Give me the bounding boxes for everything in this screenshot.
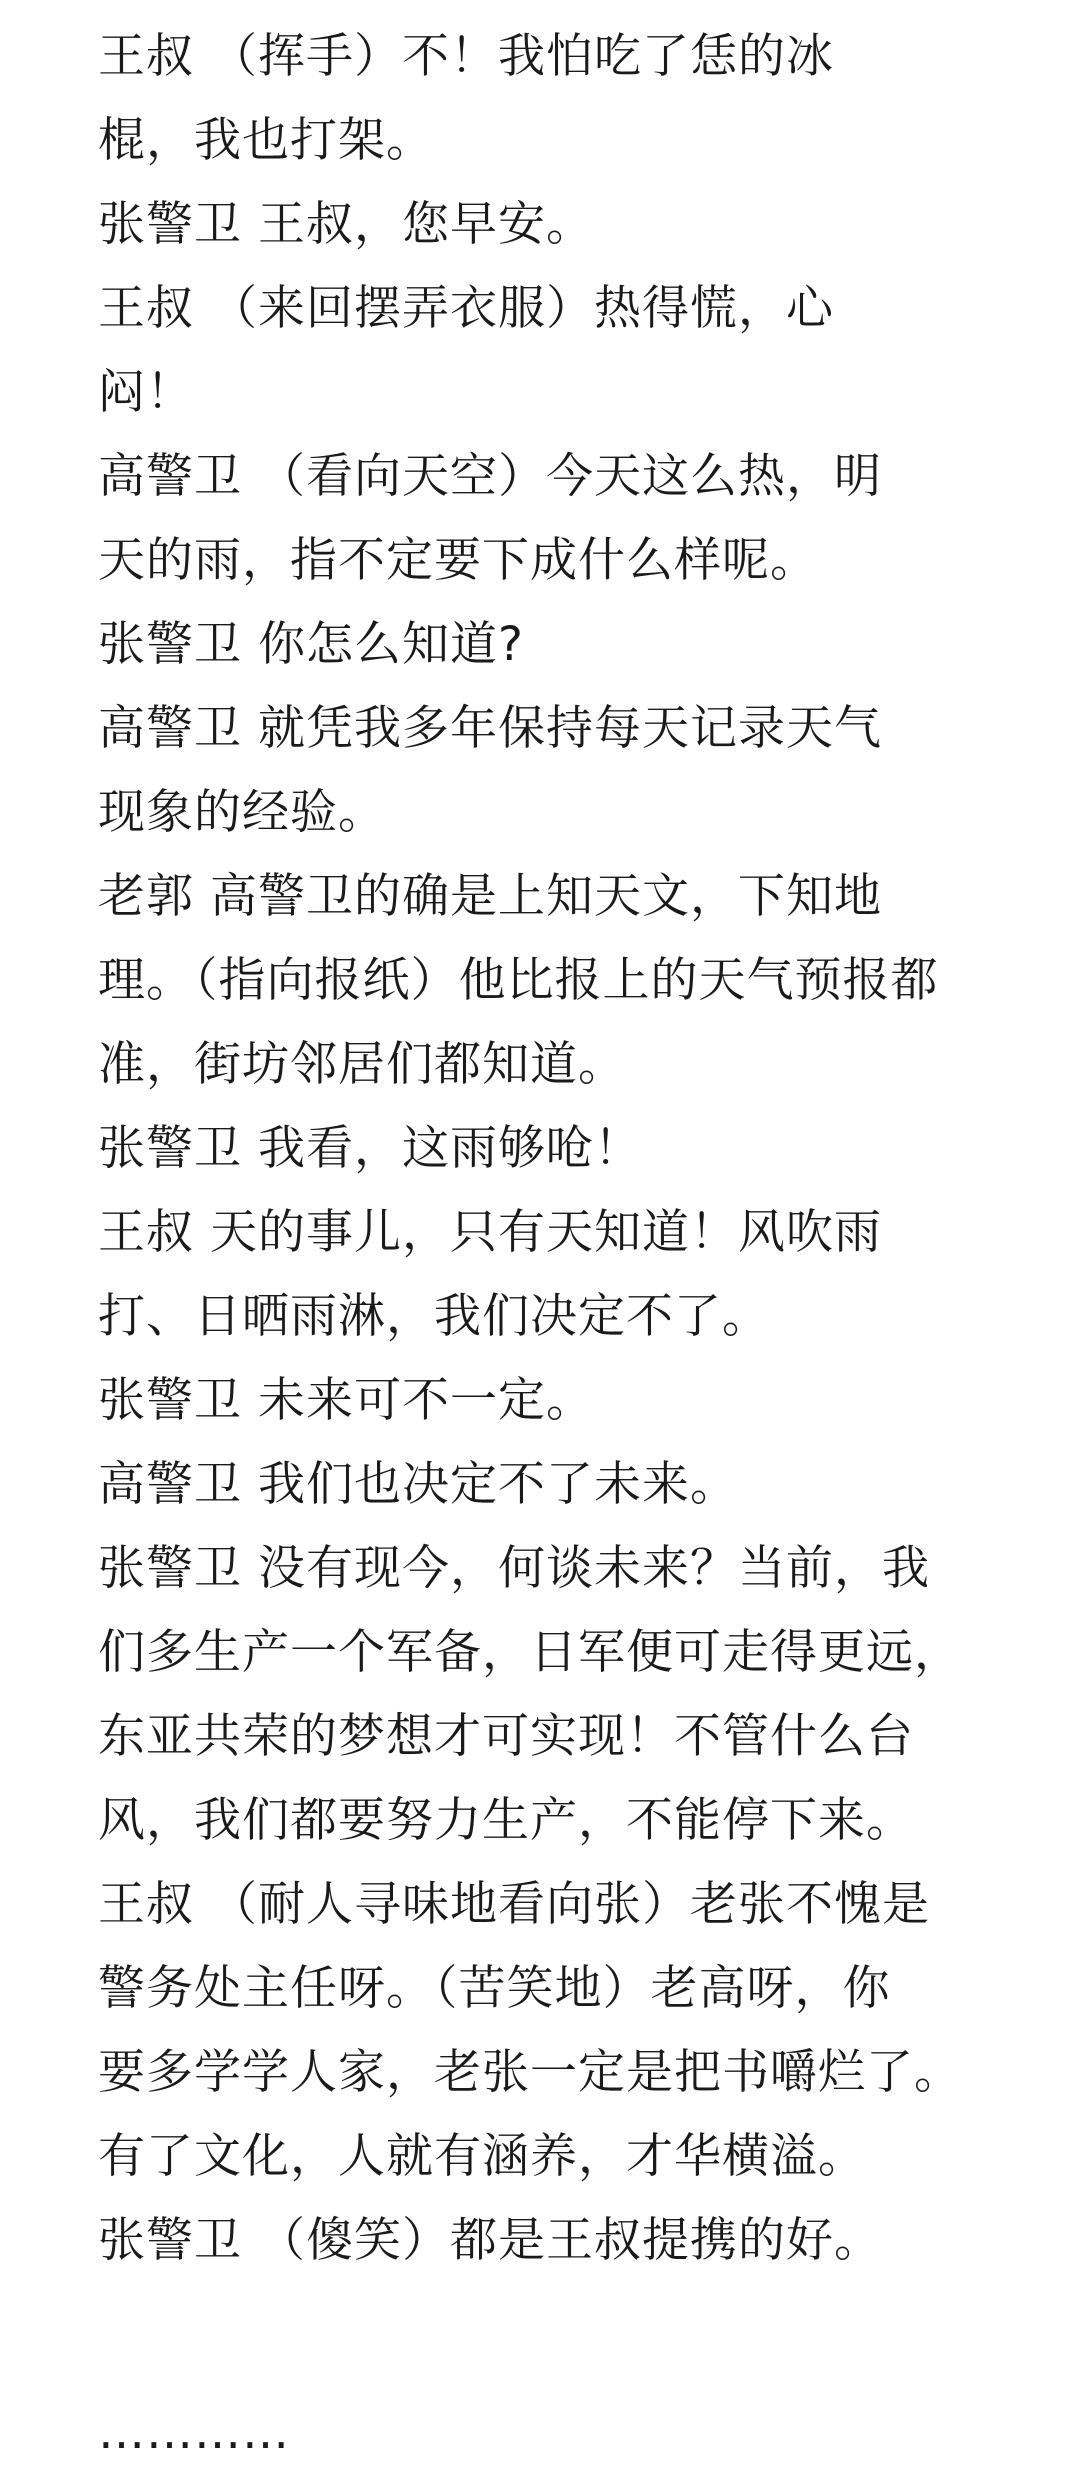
- script-line: 有了文化，人就有涵养，才华横溢。: [98, 2129, 866, 2184]
- script-line: 张警卫 你怎么知道?: [98, 617, 524, 672]
- partial-line-container: [98, 2391, 998, 2475]
- script-line: 要多学学人家，老张一定是把书嚼烂了。: [98, 2045, 962, 2100]
- script-line: 老郭 高警卫的确是上知天文，下知地: [98, 869, 882, 924]
- script-line: 高警卫 就凭我多年保持每天记录天气: [98, 701, 882, 756]
- script-line: 张警卫 （傻笑）都是王叔提携的好。: [98, 2213, 882, 2268]
- script-line: 理。（指向报纸）他比报上的天气预报都: [98, 953, 939, 1008]
- script-line: 们多生产一个军备，日军便可走得更远，: [98, 1625, 962, 1680]
- script-line: 高警卫 我们也决定不了未来。: [98, 1457, 738, 1512]
- script-line: 准，街坊邻居们都知道。: [98, 1037, 626, 1092]
- paragraph-gap: [98, 2283, 998, 2391]
- script-line: 王叔 （耐人寻味地看向张）老张不愧是: [98, 1877, 930, 1932]
- script-line: 王叔 （来回摆弄衣服）热得慌，心: [98, 281, 834, 336]
- script-line: 东亚共荣的梦想才可实现！不管什么台: [98, 1709, 914, 1764]
- script-line: 天的雨，指不定要下成什么样呢。: [98, 533, 818, 588]
- script-line: 王叔 （挥手）不！我怕吃了恁的冰: [98, 29, 834, 84]
- script-page: [98, 15, 998, 2475]
- script-line: 警务处主任呀。（苦笑地）老高呀，你: [98, 1961, 891, 2016]
- script-line: 棍，我也打架。: [98, 113, 434, 168]
- script-line: 现象的经验。: [98, 785, 386, 840]
- script-line: 闷！: [98, 365, 194, 420]
- script-line: 张警卫 没有现今，何谈未来？当前，我: [98, 1541, 930, 1596]
- script-line: 张警卫 我看，这雨够呛！: [98, 1121, 642, 1176]
- script-line: 高警卫 （看向天空）今天这么热，明: [98, 449, 882, 504]
- script-line: 打、日晒雨淋，我们决定不了。: [98, 1289, 770, 1344]
- partial-next-line: …………: [98, 2405, 290, 2460]
- script-line: 王叔 天的事儿，只有天知道！风吹雨: [98, 1205, 882, 1260]
- script-line: 张警卫 未来可不一定。: [98, 1373, 594, 1428]
- script-line: 风，我们都要努力生产，不能停下来。: [98, 1793, 914, 1848]
- script-line: 张警卫 王叔，您早安。: [98, 197, 594, 252]
